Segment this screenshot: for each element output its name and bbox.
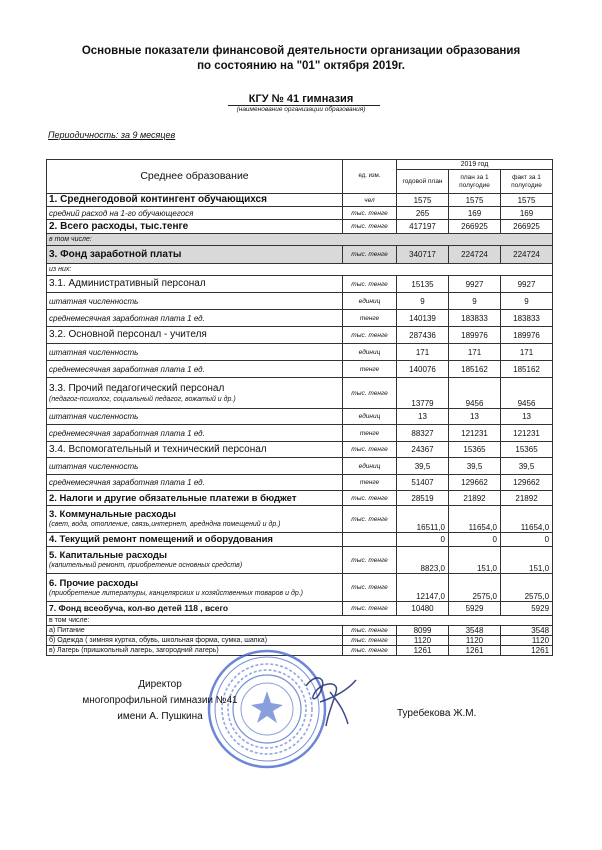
table-row: 3.2. Основной персонал - учителя тыс. тенге 287436 189976 189976 [47, 327, 553, 344]
table-row: 5. Капитальные расходы (капительный ремонт, приобретение основных средств) тыс. тенге 8823,0 151,0 151,0 [47, 547, 553, 574]
table-row: 2. Налоги и другие обязательные платежи в бюджет тыс. тенге 28519 21892 21892 [47, 491, 553, 506]
table-row: 3.3. Прочий педагогический персонал (педагог-психолог, социальный педагог, вожатый и др.) тыс. тенге 13779 9456 9456 [47, 378, 553, 409]
table-row: из них: [47, 264, 553, 276]
table-row: штатная численность единиц 9 9 9 [47, 293, 553, 310]
col-half-header: план за 1 полугодие [449, 170, 501, 194]
table-row: 3. Коммунальные расходы (свет, вода, отопление, связь,интернет, аредндна помещений и др.) тыс. тенге 16511,0 11654,0 11654,0 [47, 506, 553, 533]
signature-title [0, 677, 320, 725]
org-name: КГУ № 41 гимназия [248, 93, 354, 105]
table-row: 3.4. Вспомогательный и технический персонал тыс. тенге 24367 15365 15365 [47, 442, 553, 458]
table-row: среднемесячная заработная плата 1 ед. тенге 88327 121231 121231 [47, 425, 553, 442]
signature-line-3: имени А. Пушкина [117, 711, 203, 722]
table-row: 1. Среднегодовой контингент обучающихся чел 1575 1575 1575 [47, 194, 553, 207]
table-row: 3. Фонд заработной платы тыс. тенге 340717 224724 224724 [47, 246, 553, 264]
table-row: в том числе: [47, 616, 553, 626]
table-row: среднемесячная заработная плата 1 ед. тенге 51407 129662 129662 [47, 475, 553, 491]
col-main-header: Среднее образование [47, 160, 343, 194]
col-unit-header: ед. изм. [343, 160, 397, 194]
col-fact-header: факт за 1 полугодие [501, 170, 553, 194]
table-row: 7. Фонд всеобуча, кол-во детей 118 , всего тыс. тенге 10480 5929 5929 [47, 602, 553, 616]
title-line-2: по состоянию на "01" октября 2019г. [197, 60, 405, 72]
signature-line-2: многопрофильной гимназии №41 [82, 695, 238, 706]
table-row: штатная численность единиц 13 13 13 [47, 409, 553, 425]
table-row: штатная численность единиц 171 171 171 [47, 344, 553, 361]
table-row: 6. Прочие расходы (приобретение литературы, канцелярских и хозяйственных товаров и др.) тыс. тенге 12147,0 2575,0 2575,0 [47, 574, 553, 602]
table-row: штатная численность единиц 39,5 39,5 39,5 [47, 458, 553, 475]
table-row: в) Лагерь (пришкольный лагерь, загородний лагерь) тыс. тенге 1261 1261 1261 [47, 646, 553, 656]
table-row: а) Питание тыс. тенге 8099 3548 3548 [47, 626, 553, 636]
table-row: среднемесячная заработная плата 1 ед. тенге 140139 183833 183833 [47, 310, 553, 327]
periodicity: Периодичность: за 9 месяцев [48, 130, 176, 140]
signature-line-1: Директор [138, 679, 182, 690]
table-row: в том числе: [47, 234, 553, 246]
col-year-header: 2019 год [397, 160, 553, 170]
finance-table [46, 159, 553, 656]
director-name: Туребекова Ж.М. [397, 708, 477, 719]
table-row: среднемесячная заработная плата 1 ед. тенге 140076 185162 185162 [47, 361, 553, 378]
document-title [0, 44, 602, 74]
table-row: 3.1. Административный персонал тыс. тенге 15135 9927 9927 [47, 276, 553, 293]
table-row: средний расход на 1-го обучающегося тыс. тенге 265 169 169 [47, 207, 553, 220]
org-note: (наименование организации образования) [236, 106, 366, 113]
table-row: б) Одежда ( зимняя куртка, обувь, школьная форма, сумка, шапка) тыс. тенге 1120 1120 1120 [47, 636, 553, 646]
title-line-1: Основные показатели финансовой деятельности организации образования [81, 45, 521, 57]
table-row: 4. Текущий ремонт помещений и оборудования 0 0 0 [47, 533, 553, 547]
table-row: 2. Всего расходы, тыс.тенге тыс. тенге 417197 266925 266925 [47, 220, 553, 234]
col-plan-header: годовой план [397, 170, 449, 194]
